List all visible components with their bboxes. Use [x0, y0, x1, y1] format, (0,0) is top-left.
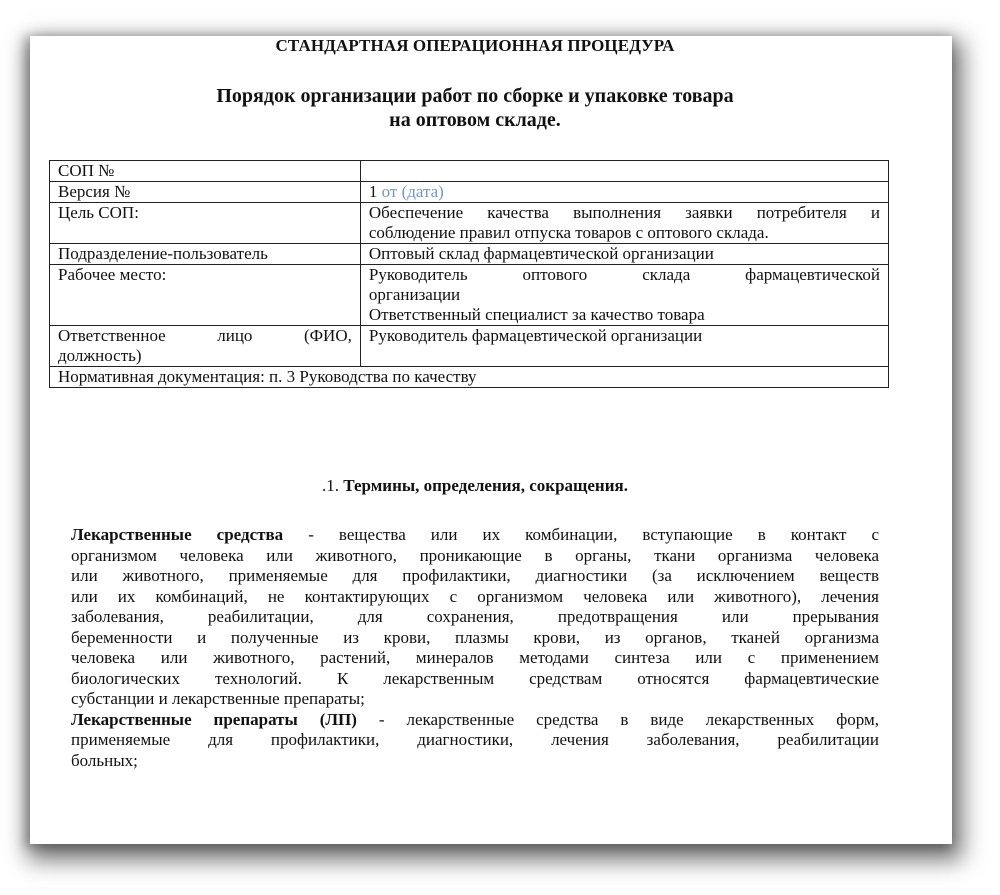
table-row — [50, 326, 889, 367]
row-full: Нормативная документация: п. 3 Руководства по качеству — [50, 367, 889, 388]
row-value: Руководитель фармацевтической организации — [360, 326, 888, 367]
version-date-field[interactable]: от (дата) — [381, 182, 444, 201]
subtitle-line-1: Порядок организации работ по сборке и упаковке товара — [216, 85, 734, 107]
section-number: .1. — [322, 476, 340, 495]
term-text: - лекарственные средства в виде лекарственных форм, — [356, 709, 879, 729]
term-line: биологических технологий. К лекарственным средствам относятся фармацевтические — [71, 668, 879, 688]
value-line: Обеспечение качества выполнения заявки потребителя и — [368, 203, 880, 222]
table-row — [50, 182, 889, 203]
row-label: Версия № — [50, 182, 361, 203]
value-line: соблюдение правил отпуска товаров с оптового склада. — [368, 223, 769, 242]
row-value: Оптовый склад фармацевтической организации — [360, 244, 888, 265]
term-text: - вещества или их комбинации, вступающие в контакт с — [283, 525, 879, 544]
version-number: 1 — [368, 182, 378, 201]
table-row — [50, 367, 889, 388]
label-line: должность) — [58, 346, 142, 365]
value-line: Руководитель оптового склада фармацевтической — [368, 265, 880, 284]
row-value — [360, 203, 888, 244]
value-line: Ответственный специалист за качество товара — [368, 305, 705, 324]
terms-body — [71, 525, 879, 771]
subtitle-line-2: на оптовом складе. — [389, 109, 561, 131]
term-line: или их комбинаций, не контактирующих с организмом человека или животного), лечения — [71, 586, 879, 606]
term-line: или животного, применяемые для профилактики, диагностики (за исключением веществ — [71, 566, 879, 585]
sop-info-table — [49, 160, 889, 388]
row-value — [360, 265, 888, 326]
row-label: Цель СОП: — [50, 203, 361, 244]
term-line: беременности и полученные из крови, плазмы крови, из органов, тканей организма — [71, 627, 879, 647]
section-heading — [0, 476, 950, 496]
term-line — [71, 525, 879, 546]
table-row — [50, 265, 889, 326]
term-line — [71, 710, 879, 731]
term-line: человека или животного, растений, минералов методами синтеза или с применением — [71, 648, 879, 667]
term-line: субстанции и лекарственные препараты; — [71, 689, 365, 708]
term-name: Лекарственные препараты (ЛП) — [71, 709, 357, 729]
document-subtitle — [0, 84, 950, 132]
table-row — [50, 161, 889, 182]
row-label: СОП № — [50, 161, 361, 182]
term-line: заболевания, реабилитации, для сохранения, предотвращения или прерывания — [71, 607, 879, 626]
term-line: организмом человека или животного, проникающие в органы, ткани организма человека — [71, 545, 879, 565]
row-label: Рабочее место: — [50, 265, 361, 326]
section-title: Термины, определения, сокращения. — [343, 476, 628, 495]
document-title: СТАНДАРТНАЯ ОПЕРАЦИОННАЯ ПРОЦЕДУРА — [275, 36, 675, 55]
row-label — [50, 326, 361, 367]
term-line: больных; — [71, 750, 138, 770]
table-row — [50, 203, 889, 244]
row-value — [360, 161, 888, 182]
row-value — [360, 182, 888, 203]
value-line: организации — [368, 285, 461, 304]
term-line: применяемые для профилактики, диагностики, лечения заболевания, реабилитации — [71, 730, 879, 749]
table-row — [50, 244, 889, 265]
row-label: Подразделение-пользователь — [50, 244, 361, 265]
label-line: Ответственное лицо (ФИО, — [58, 326, 352, 345]
term-name: Лекарственные средства — [71, 525, 284, 544]
